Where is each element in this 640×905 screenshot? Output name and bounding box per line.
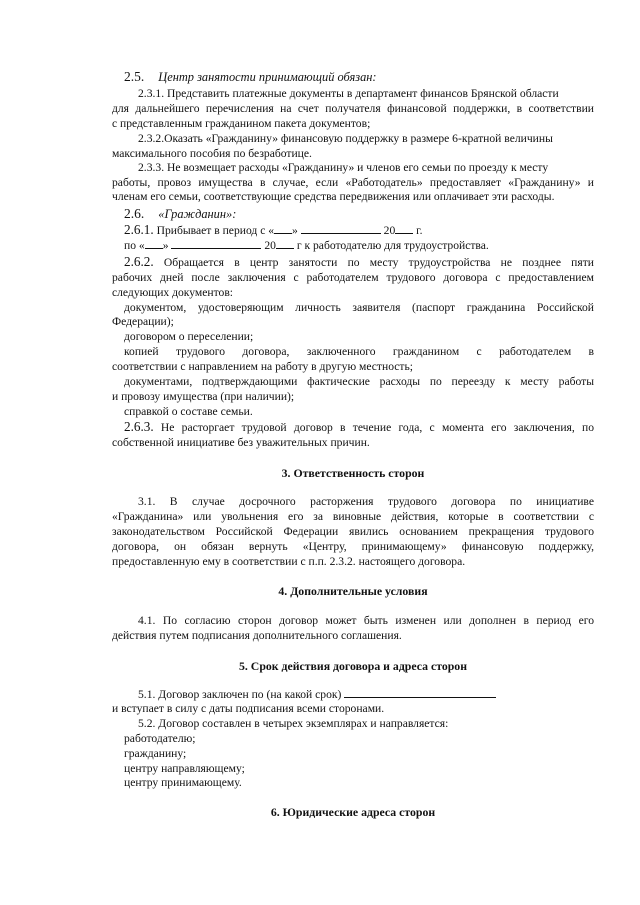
recipient-1: работодателю; — [124, 732, 196, 745]
clause-4-1-line-2: действия путем подписания дополнительного соглашения. — [112, 629, 402, 642]
month-blank-2[interactable] — [171, 238, 261, 249]
year-prefix: 20 — [383, 224, 396, 237]
day-blank[interactable] — [274, 223, 292, 234]
clause-3-1-line-2: «Гражданина» или увольнения его за виновные действия, которые в соответствии с — [112, 510, 594, 523]
doc-item-1-line-2: Федерации); — [112, 315, 174, 328]
section-5-title: 5. Срок действия договора и адреса сторон — [239, 659, 467, 673]
clause-3-1-line-4: договора, он обязан вернуть «Центру, принимающему» финансовую поддержку, — [112, 540, 594, 553]
clause-text: Не расторгает трудовой договор в течение года, с момента его заключения, по — [160, 421, 594, 434]
year-blank-2[interactable] — [276, 238, 294, 249]
employer-text: г к работодателю для трудоустройства. — [296, 239, 489, 252]
clause-3-1-line-1: 3.1. В случае досрочного расторжения трудового договора по инициативе — [138, 495, 594, 508]
clause-5-2-line-1: 5.2. Договор составлен в четырех экземплярах и направляется: — [138, 717, 449, 730]
year-blank[interactable] — [395, 223, 413, 234]
period-to: по « — [124, 239, 145, 252]
clause-2-6-3-line-2: собственной инициативе без уважительных причин. — [112, 436, 370, 449]
clause-2-3-2-line-2: максимального пособия по безработице. — [112, 147, 312, 160]
year-prefix-2: 20 — [264, 239, 276, 252]
clause-5-1-line-1 — [138, 687, 594, 702]
month-blank[interactable] — [301, 223, 381, 234]
doc-item-3-line-1: копией трудового договора, заключенного гражданином с работодателем в — [124, 345, 594, 358]
recipient-4: центру принимающему. — [124, 776, 242, 789]
clause-2-6-2-line-1 — [124, 254, 594, 270]
clause-2-6-1-line-1 — [124, 222, 594, 238]
arrival-text: Прибывает в период с « — [156, 224, 275, 237]
clause-5-1-line-2: и вступает в силу с даты подписания всеми сторонами. — [112, 702, 385, 715]
doc-item-3-line-2: соответствии с направлением на работу в другую местность; — [112, 360, 414, 373]
section-2-6-heading — [124, 206, 606, 222]
clause-2-6-1-line-2 — [124, 238, 594, 253]
doc-item-2: договором о переселении; — [124, 330, 254, 343]
day-blank-2[interactable] — [145, 238, 163, 249]
clause-2-6-3-line-1 — [124, 419, 594, 435]
clause-2-6-2-line-3: следующих документов: — [112, 286, 234, 299]
section-6-title: 6. Юридические адреса сторон — [270, 805, 436, 819]
section-number: 2.5. — [124, 69, 145, 84]
clause-text: 5.1. Договор заключен по (на какой срок) — [138, 688, 342, 701]
clause-2-3-1-line-3: с представленным гражданином пакета документов; — [112, 117, 371, 130]
clause-2-3-1-line-2: для дальнейшего перечисления на счет получателя финансовой поддержки, в соответствии — [112, 102, 594, 115]
section-title: «Гражданин»: — [158, 207, 237, 221]
doc-item-4-line-1: документами, подтверждающими фактические расходы по переезду к месту работы — [124, 375, 594, 388]
clause-4-1-line-1: 4.1. По согласию сторон договор может быть изменен или дополнен в период его — [138, 614, 594, 627]
clause-number: 2.6.3. — [124, 419, 154, 434]
recipient-2: гражданину; — [124, 747, 187, 760]
clause-3-1-line-5: предоставленную ему в соответствии с п.п. 2.3.2. настоящего договора. — [112, 555, 466, 568]
clause-2-3-3-line-1: 2.3.3. Не возмещает расходы «Гражданину» и членов его семьи по проезду к месту — [138, 161, 549, 174]
clause-2-3-2-line-1: 2.3.2.Оказать «Гражданину» финансовую поддержку в размере 6-кратной величины — [138, 132, 553, 145]
recipient-3: центру направляющему; — [124, 762, 245, 775]
clause-2-3-3-line-3: членам его семьи, соответствующие средства передвижения или оплачивает эти расходы. — [112, 190, 555, 203]
year-suffix: г. — [416, 224, 423, 237]
clause-number: 2.6.1. — [124, 222, 154, 237]
quote-close-2: » — [162, 239, 169, 252]
clause-number: 2.6.2. — [124, 254, 154, 269]
section-number: 2.6. — [124, 206, 145, 221]
clause-2-3-3-line-2: работы, провоз имущества в случае, если «Работодатель» предоставляет «Гражданину» и — [112, 176, 594, 189]
section-3-title: 3. Ответственность сторон — [281, 466, 425, 480]
clause-text: Обращается в центр занятости по месту трудоустройства не позднее пяти — [163, 256, 594, 269]
clause-2-6-2-line-2: рабочих дней после заключения с работодателем трудового договора с предоставлением — [112, 271, 594, 284]
doc-item-4-line-2: и провозу имущества (при наличии); — [112, 390, 295, 403]
section-title: Центр занятости принимающий обязан: — [158, 70, 377, 84]
clause-2-3-1-line-1: 2.3.1. Представить платежные документы в департамент финансов Брянской области — [138, 87, 559, 100]
term-blank[interactable] — [344, 687, 496, 698]
section-2-5-heading — [124, 69, 606, 85]
doc-item-1-line-1: документом, удостоверяющим личность заявителя (паспорт гражданина Российской — [124, 301, 594, 314]
doc-item-5: справкой о составе семьи. — [124, 405, 253, 418]
quote-close: » — [292, 224, 298, 237]
clause-3-1-line-3: законодательством Российской Федерации явились основанием прекращения трудового — [112, 525, 594, 538]
section-4-title: 4. Дополнительные условия — [278, 584, 428, 598]
